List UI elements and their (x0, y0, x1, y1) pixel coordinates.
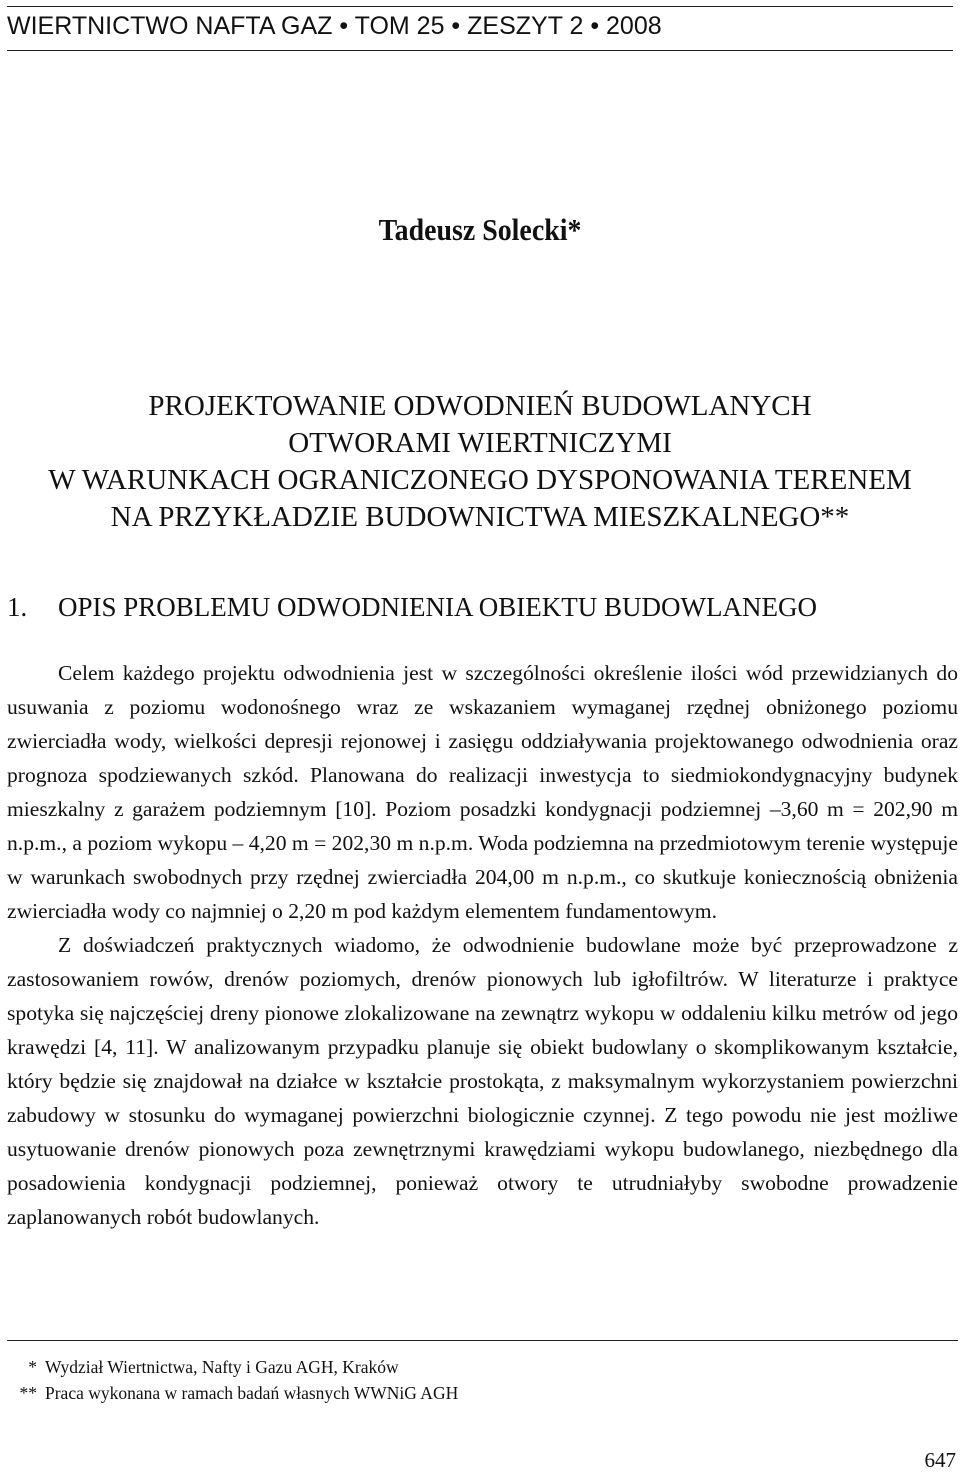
footnote-mark: ** (19, 1383, 37, 1403)
title-line: PROJEKTOWANIE ODWODNIEŃ BUDOWLANYCH (148, 390, 812, 422)
title-line: OTWORAMI WIERTNICZYMI (288, 427, 672, 459)
article-title (0, 388, 960, 536)
section-title: OPIS PROBLEMU ODWODNIENIA OBIEKTU BUDOWLANEGO (58, 592, 817, 622)
footnote (7, 1380, 458, 1406)
footnote-mark: * (28, 1357, 37, 1377)
author-name: Tadeusz Solecki* (378, 212, 582, 247)
header-top-rule (7, 6, 953, 7)
footnote-rule (7, 1340, 958, 1341)
header-bottom-rule (7, 50, 953, 51)
section-heading (7, 592, 817, 623)
page-number: 647 (924, 1448, 956, 1472)
paragraph: Celem każdego projektu odwodnienia jest w szczególności określenie ilości wód przewidzianych do usuwania z poziomu wodonośnego wraz ze wskazaniem wymaganej rzędnej obniżonego poziomu zwierciadła wody, wielkości depresji rejonowej i zasięgu oddziaływania projektowanego odwodnienia oraz prognoza spodziewanych szkód. Planowana do realizacji inwestycja to siedmiokondygnacyjny budynek mieszkalny z garażem podziemnym [10]. Poziom posadzki kondygnacji podziemnej –3,60 m = 202,90 m n.p.m., a poziom wykopu – 4,20 m = 202,30 m n.p.m. Woda podziemna na przedmiotowym terenie występuje w warunkach swobodnych przy rzędnej zwierciadła 204,00 m n.p.m., co skutkuje koniecznością obniżenia zwierciadła wody co najmniej o 2,20 m pod każdym elementem fundamentowym. (7, 661, 958, 923)
footnotes (7, 1354, 458, 1406)
running-header: WIERTNICTWO NAFTA GAZ • TOM 25 • ZESZYT 2 • 2008 (7, 12, 662, 40)
footnote-text: Wydział Wiertnictwa, Nafty i Gazu AGH, Kraków (45, 1357, 399, 1377)
body-text (7, 656, 958, 1234)
paragraph: Z doświadczeń praktycznych wiadomo, że odwodnienie budowlane może być przeprowadzone z zastosowaniem rowów, drenów poziomych, drenów pionowych lub igłofiltrów. W literaturze i praktyce spotyka się najczęściej dreny pionowe zlokalizowane na zewnątrz wykopu w oddaleniu kilku metrów od jego krawędzi [4, 11]. W analizowanym przypadku planuje się obiekt budowlany o skomplikowanym kształcie, który będzie się znajdował na działce w kształcie prostokąta, z maksymalnym wykorzystaniem powierzchni zabudowy w stosunku do wymaganej powierzchni biologicznie czynnej. Z tego powodu nie jest możliwe usytuowanie drenów pionowych poza zewnętrznymi krawędziami wykopu budowlanego, niezbędnego dla posadowienia kondygnacji podziemnej, ponieważ otwory te utrudniałyby swobodne prowadzenie zaplanowanych robót budowlanych. (7, 933, 958, 1229)
title-line: NA PRZYKŁADZIE BUDOWNICTWA MIESZKALNEGO** (110, 501, 850, 533)
title-line: W WARUNKACH OGRANICZONEGO DYSPONOWANIA TERENEM (48, 464, 912, 496)
section-number: 1. (7, 592, 28, 622)
footnote-text: Praca wykonana w ramach badań własnych WWNiG AGH (45, 1383, 459, 1403)
footnote (7, 1354, 458, 1380)
